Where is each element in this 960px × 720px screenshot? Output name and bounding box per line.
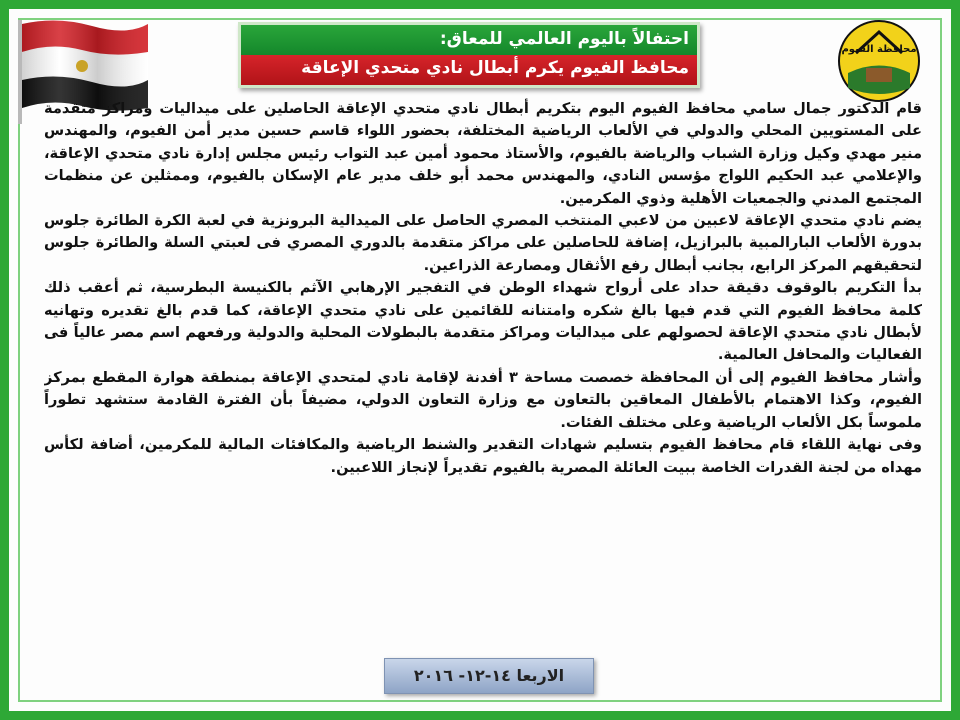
article-paragraph-1: قام الدكتور جمال سامي محافظ الفيوم اليوم بتكريم أبطال نادي متحدي الإعاقة الحاصلين على ميداليات ومراكز متقدمة على المستويين المحلي والدولي في الألعاب الرياضية المختلفة، بحضور اللواء قاسم حسين مدير أمن الفيوم، والمهندس منير مهدي وكيل وزارة الشباب والرياضة بالفيوم، والأستاذ محمود أمين عبد التواب رئيس مجلس إدارة نادي متحدي الإعاقة، والإعلامي عبد الحكيم اللواج مؤسس النادي، والمهندس محمد أبو خلف مدير عام الإسكان بالفيوم، وممثلين عن منظمات المجتمع المدني والجمعيات الأهلية وذوي المكرمين. — [44, 100, 922, 207]
logo-text: محافظة الفيوم — [841, 44, 917, 55]
date-badge: الاربعا ١٤-١٢- ٢٠١٦ — [384, 658, 594, 694]
headline-line-2: محافظ الفيوم يكرم أبطال نادي متحدي الإعاقة — [241, 55, 697, 85]
article-paragraph-3: بدأ التكريم بالوقوف دقيقة حداد على أرواح شهداء الوطن في التفجير الإرهابي الآثم بالكنيسة البطرسية، ثم أعقب ذلك كلمة محافظ الفيوم التي قدم فيها بالغ شكره وامتنانه للقائمين على نادي متحدي الإعاقة، كما قدم بالغ تقديره وتهانيه لأبطال نادي متحدي الإعاقة لحصولهم على ميداليات ومراكز متقدمة بالبطولات المحلية والدولية ورفعهم اسم مصر عالياً فى الفعاليات والمحافل العالمية. — [44, 279, 922, 364]
article-paragraph-4: وأشار محافظ الفيوم إلى أن المحافظة خصصت مساحة ٣ أفدنة لإقامة نادي لمتحدي الإعاقة بمنطقة هوارة المقطع بمركز الفيوم، وكذا الاهتمام بالأطفال المعاقين بالتعاون مع وزارة التعاون الدولي، مضيفاً بأن الفترة القادمة ستشهد تطوراً ملموساً بكل الألعاب الرياضية وعلى مختلف الفئات. — [44, 368, 922, 431]
article-body — [44, 98, 922, 598]
article-paragraph-5: وفى نهاية اللقاء قام محافظ الفيوم بتسليم شهادات التقدير والشنط الرياضية والمكافئات المالية للمكرمين، أضافة لكأس مهداه من لجنة القدرات الخاصة ببيت العائلة المصرية بالفيوم تقديراً لإنجاز اللاعبين. — [44, 436, 922, 476]
headline-line-1: احتفالاً باليوم العالمي للمعاق: — [241, 25, 697, 55]
article-paragraph-2: يضم نادي متحدي الإعاقة لاعبين من لاعبي المنتخب المصري الحاصل على الميدالية البرونزية في لعبة الكرة الطائرة جلوس بدورة الألعاب البارالمبية بالبرازيل، إضافة للحاصلين على مراكز متقدمة بالدوري المصري فى لعبتي السلة والطائرة جلوس لتحقيقهم المركز الرابع، بجانب أبطال رفع الأثقال ومصارعة الذراعين. — [44, 212, 922, 274]
headline-box — [238, 22, 700, 88]
fayoum-governorate-logo-icon — [836, 18, 922, 104]
